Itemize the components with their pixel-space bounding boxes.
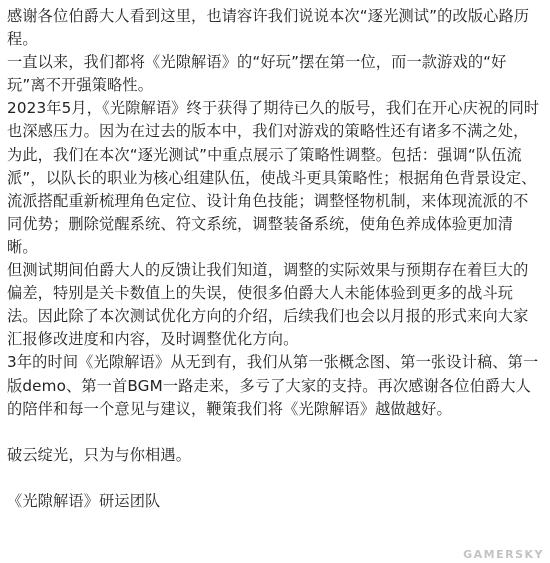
paragraph-intro: 感谢各位伯爵大人看到这里，也请容许我们说说本次“逐光测试”的改版心路历程。 xyxy=(7,7,530,49)
signature: 《光隙解语》研运团队 xyxy=(7,491,161,510)
announcement-article xyxy=(7,5,543,513)
paragraph-gameplay: 一直以来，我们都将《光隙解语》的“好玩”摆在第一位，而一款游戏的“好玩”离不开强策略性。 xyxy=(7,53,507,95)
paragraph-thanks: 3年的时间《光隙解语》从无到有，我们从第一张概念图、第一张设计稿、第一版demo、第一首BGM一路走来，多亏了大家的支持。再次感谢各位伯爵大人的陪伴和每一个意见与建议，鞭策我们将《光隙解语》越做越好。 xyxy=(7,353,539,418)
blank-line xyxy=(7,467,543,490)
blank-line xyxy=(7,421,543,444)
paragraph-feedback: 但测试期间伯爵大人的反馈让我们知道，调整的实际效果与预期存在着巨大的偏差，特别是关卡数值上的失误，使很多伯爵大人未能体验到更多的战斗玩法。因此除了本次测试优化方向的介绍，后续我们也会以月报的形式来向大家汇报修改进度和内容，及时调整优化方向。 xyxy=(7,261,529,349)
closing-line: 破云绽光，只为与你相遇。 xyxy=(7,445,192,464)
paragraph-license: 2023年5月，《光隙解语》终于获得了期待已久的版号，我们在开心庆祝的同时也深感压力。因为在过去的版本中，我们对游戏的策略性还有诸多不满之处，为此，我们在本次“逐光测试”中重点展示了策略性调整。包括：强调“队伍流派”，以队长的职业为核心组建队伍，使战斗更具策略性；根据角色背景设定、流派搭配重新梳理角色定位、设计角色技能；调整怪物机制，来体现流派的不同优势；删除觉醒系统、符文系统，调整装备系统，使角色养成体验更加清晰。 xyxy=(7,99,540,256)
site-watermark: GAMERSKY xyxy=(463,548,544,561)
